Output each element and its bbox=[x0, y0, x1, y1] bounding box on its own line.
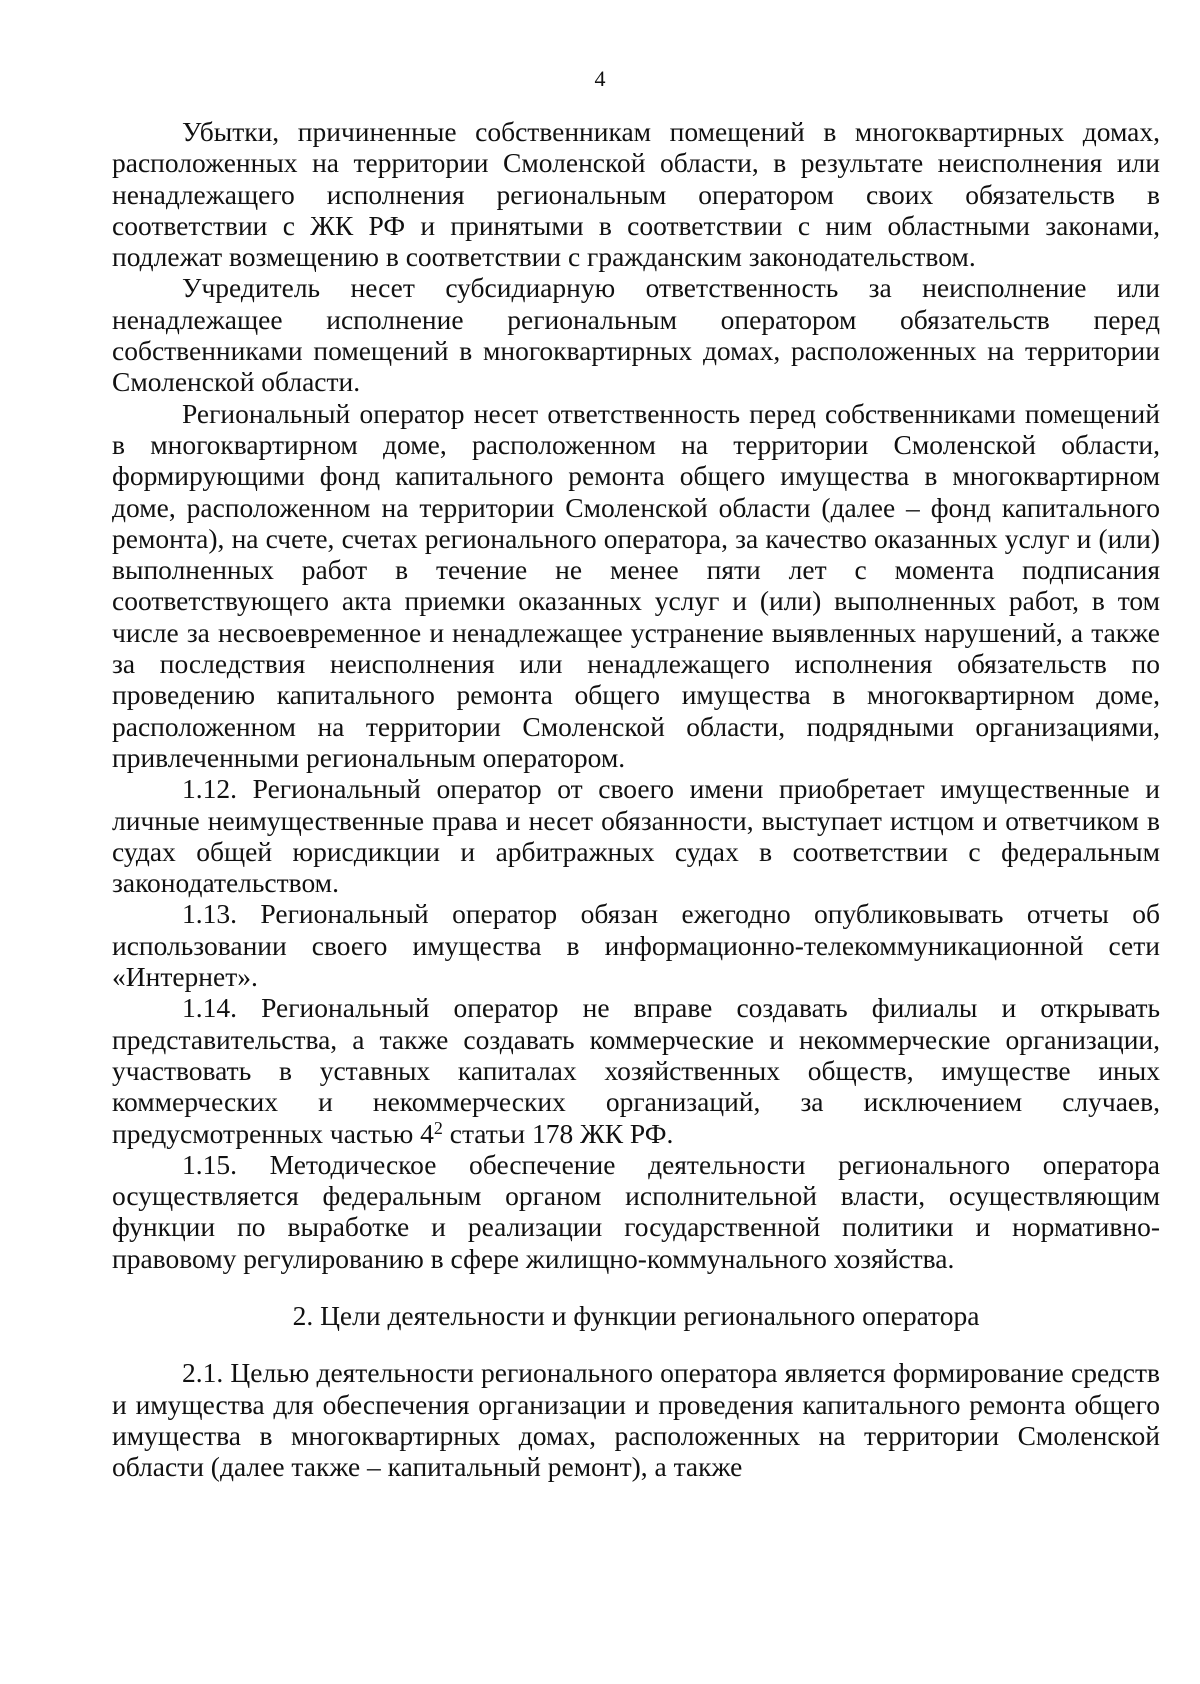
paragraph-1-12: 1.12. Региональный оператор от своего имени приобретает имущественные и личные неимущественные права и несет обязанности, выступает истцом и ответчиком в судах общей юрисдикции и арбитражных судах в соответствии с федеральным законодательством. bbox=[112, 773, 1160, 899]
superscript-2: 2 bbox=[433, 1117, 443, 1138]
paragraph-1-14-tail: статьи 178 ЖК РФ. bbox=[442, 1117, 674, 1149]
page-number: 4 bbox=[594, 66, 606, 91]
paragraph-damages: Убытки, причиненные собственникам помещений в многоквартирных домах, расположенных на территории Смоленской области, в результате неисполнения или ненадлежащего исполнения региональным оператором своих обязательств в соответствии с ЖК РФ и принятыми в соответствии с ним областными законами, подлежат возмещению в соответствии с гражданским законодательством. bbox=[112, 116, 1160, 273]
paragraph-1-14 bbox=[112, 992, 1160, 1148]
paragraph-founder-liability: Учредитель несет субсидиарную ответственность за неисполнение или ненадлежащее исполнение региональным оператором обязательств перед собственниками помещений в многоквартирных домах, расположенных на территории Смоленской области. bbox=[112, 272, 1160, 398]
section-title: 2. Цели деятельности и функции регионального оператора bbox=[292, 1299, 980, 1331]
paragraph-1-15: 1.15. Методическое обеспечение деятельности регионального оператора осуществляется федеральным органом исполнительной власти, осуществляющим функции по выработке и реализации государственной политики и нормативно-правовому регулированию в сфере жилищно-коммунального хозяйства. bbox=[112, 1148, 1160, 1274]
paragraph-1-14-text: 1.14. Региональный оператор не вправе создавать филиалы и открывать представительства, а также создавать коммерческие и некоммерческие организации, участвовать в уставных капиталах хозяйственных обществ, имуществе иных коммерческих и некоммерческих организаций, за исключением случаев, предусмотренных частью 4 bbox=[112, 992, 1160, 1149]
paragraph-2-1: 2.1. Целью деятельности регионального оператора является формирование средств и имущества для обеспечения организации и проведения капитального ремонта общего имущества в многоквартирных домах, расположенных на территории Смоленской области (далее также – капитальный ремонт), а также bbox=[112, 1357, 1160, 1483]
document-body bbox=[112, 116, 1160, 1482]
paragraph-1-13: 1.13. Региональный оператор обязан ежегодно опубликовывать отчеты об использовании своего имущества в информационно-телекоммуникационной сети «Интернет». bbox=[112, 898, 1160, 993]
paragraph-operator-liability: Региональный оператор несет ответственность перед собственниками помещений в многоквартирном доме, расположенном на территории Смоленской области, формирующими фонд капитального ремонта общего имущества в многоквартирном доме, расположенном на территории Смоленской области (далее – фонд капитального ремонта), на счете, счетах регионального оператора, за качество оказанных услуг и (или) выполненных работ в течение не менее пяти лет с момента подписания соответствующего акта приемки оказанных услуг и (или) выполненных работ, в том числе за несвоевременное и ненадлежащее устранение выявленных нарушений, а также за последствия неисполнения или ненадлежащего исполнения обязательств по проведению капитального ремонта общего имущества в многоквартирном доме, расположенном на территории Смоленской области, подрядными организациями, привлеченными региональным оператором. bbox=[112, 397, 1160, 773]
